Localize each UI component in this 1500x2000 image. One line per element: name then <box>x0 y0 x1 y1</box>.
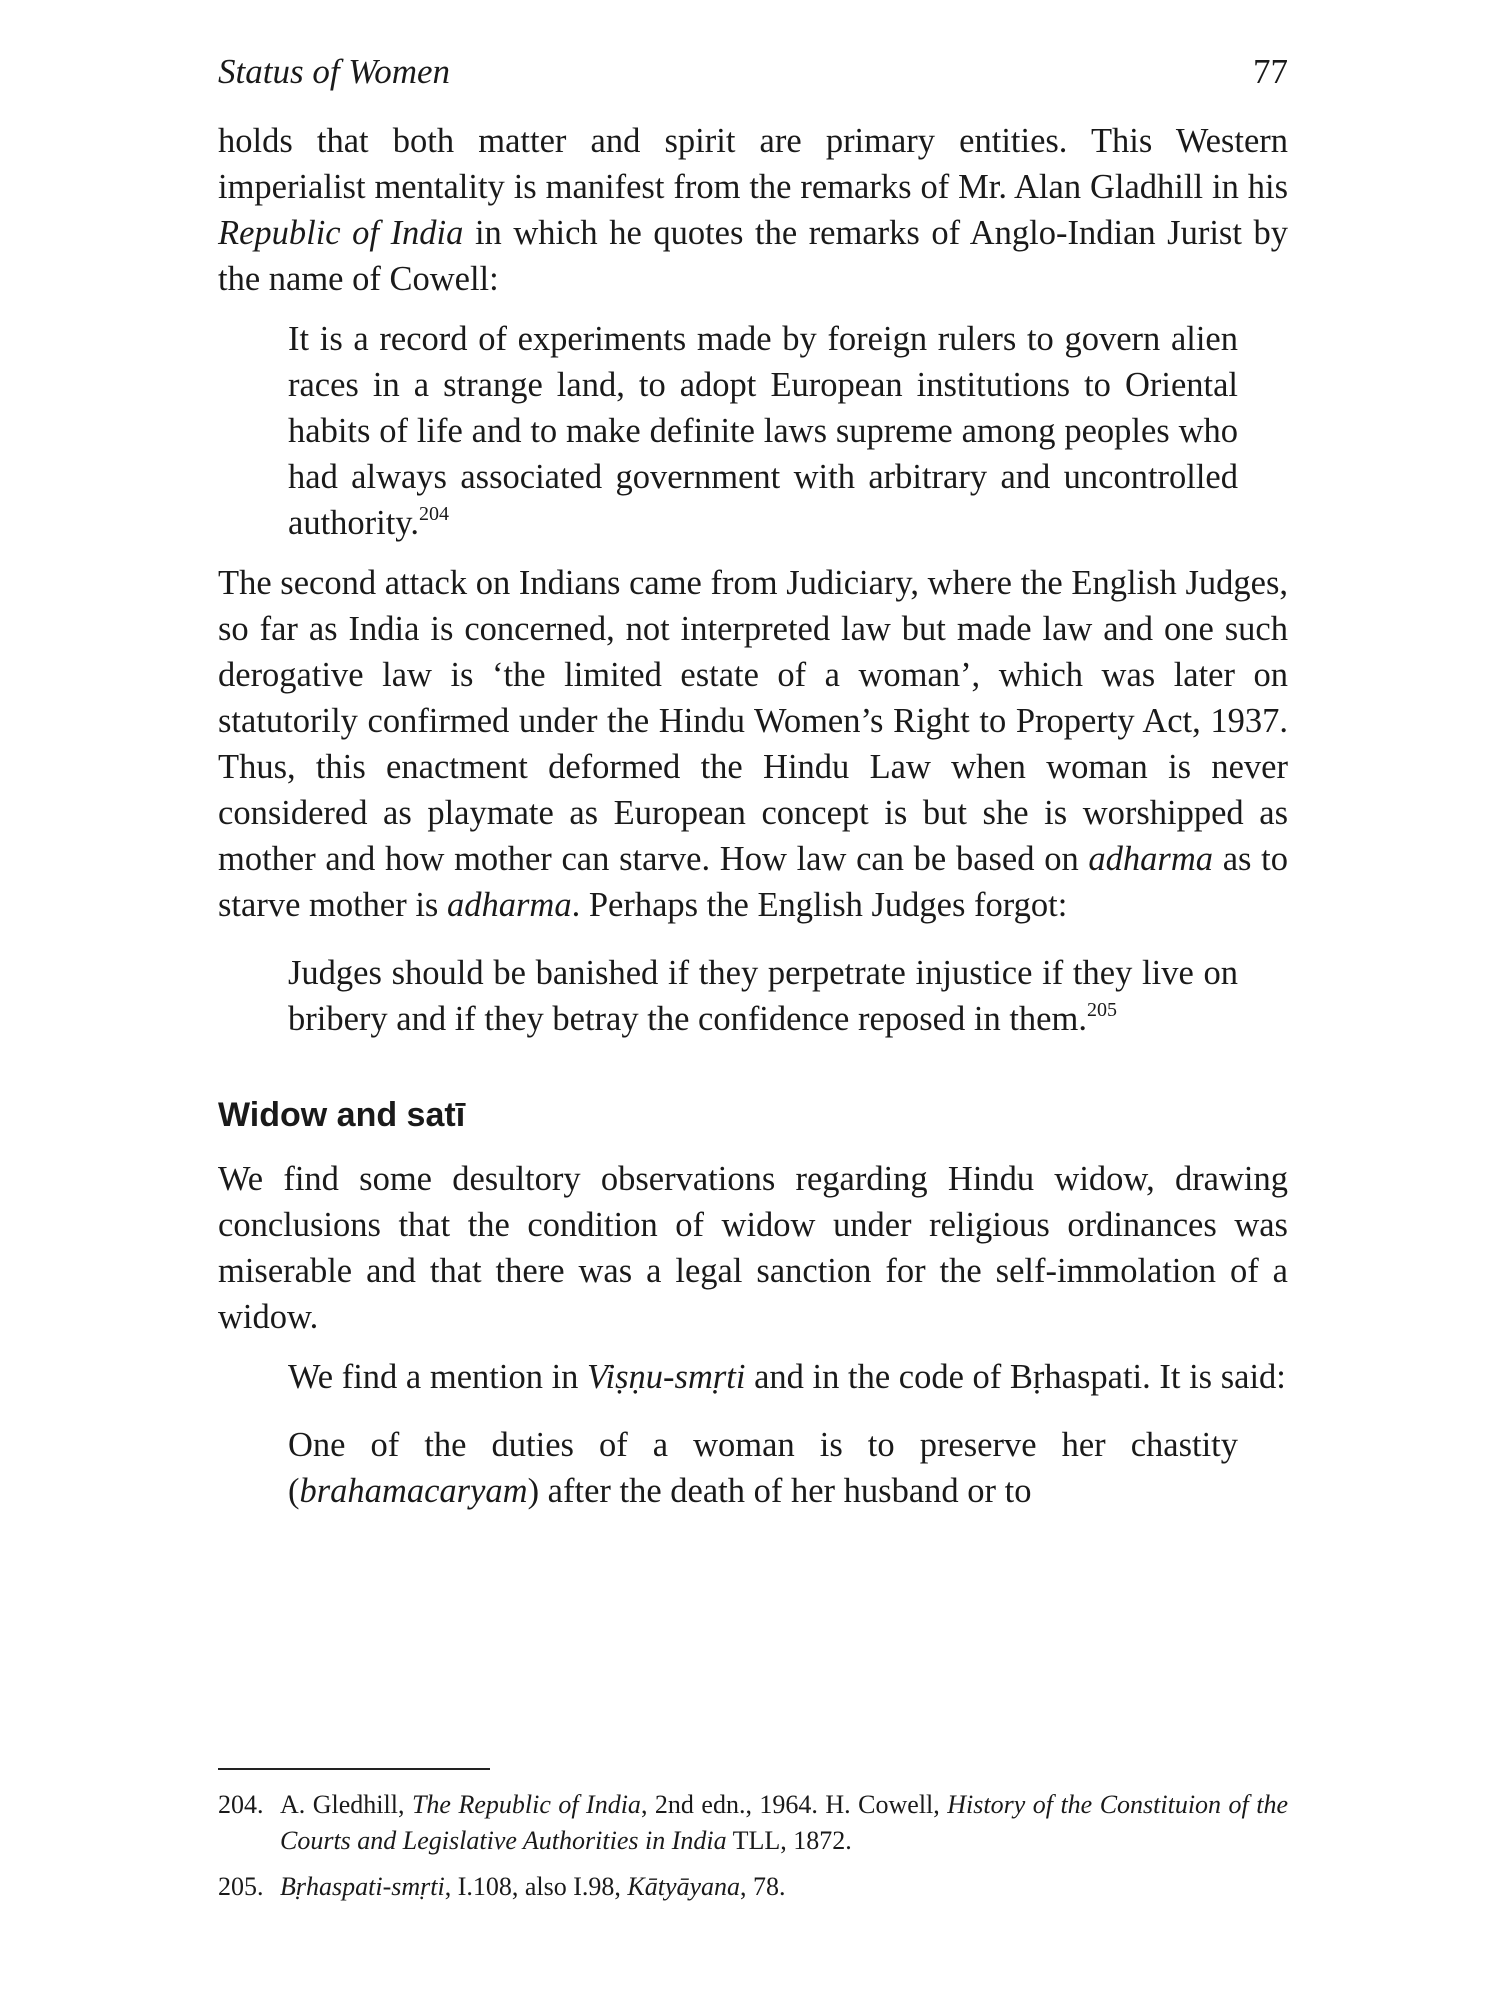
paragraph-2: The second attack on Indians came from Judiciary, where the English Judges, so far as India is concerned, not interpreted law but made law and one such derogative law is ‘the limited estate of a woman’, which was later on statutorily confirmed under the Hindu Women’s Right to Property Act, 1937. Thus, this enactment deformed the Hindu Law when woman is never considered as playmate as European concept is but she is worshipped as mother and how mother can starve. How law can be based on adharma as to starve mother is adharma. Perhaps the English Judges forgot: <box>218 564 1289 924</box>
block-quote-3: One of the duties of a woman is to preserve her chastity (brahamacaryam) after the death of her husband or to <box>288 1426 1238 1510</box>
paragraph-1: holds that both matter and spirit are primary entities. This Western imperialist mentality is manifest from the remarks of Mr. Alan Gladhill in his Republic of India in which he quotes the remarks of Anglo-Indian Jurist by the name of Cowell: <box>218 122 1289 298</box>
footnote-divider <box>218 1768 490 1770</box>
footnote-ref-204[interactable]: 204 <box>418 503 449 525</box>
running-header <box>218 52 1288 102</box>
paragraph-4: We find a mention in Viṣṇu-smṛti and in the code of Bṛhaspati. It is said: <box>288 1358 1286 1396</box>
running-title: Status of Women <box>218 52 451 91</box>
paragraph-3: We find some desultory observations regarding Hindu widow, drawing conclusions that the condition of widow under religious ordinances was miserable and that there was a legal sanction for the self-immolation of a widow. <box>218 1160 1288 1336</box>
section-heading: Widow and satī <box>218 1096 466 1134</box>
block-quote-2: Judges should be banished if they perpetrate injustice if they live on bribery and if they betray the confidence reposed in them.$^{205}$ <box>288 954 1238 1038</box>
footnote-204: 204. A. Gledhill, The Republic of India, 2nd edn., 1964. H. Cowell, History of the Constituion of the Courts and Legislative Authorities in India TLL, 1872. <box>218 1790 1289 1855</box>
footnote-205: 205. Bṛhaspati-smṛti, I.108, also I.98, Kātyāyana, 78. <box>218 1872 786 1901</box>
footnote-ref-205[interactable]: 205 <box>1086 999 1117 1021</box>
footnotes <box>218 1787 1288 1915</box>
body-text <box>218 118 1288 1514</box>
block-quote-1: It is a record of experiments made by foreign rulers to govern alien races in a strange land, to adopt European institutions to Oriental habits of life and to make definite laws supreme among peoples who had always associated government with arbitrary and uncontrolled authority.$^{204}$ <box>288 320 1238 542</box>
page-number: 77 <box>1253 52 1288 91</box>
